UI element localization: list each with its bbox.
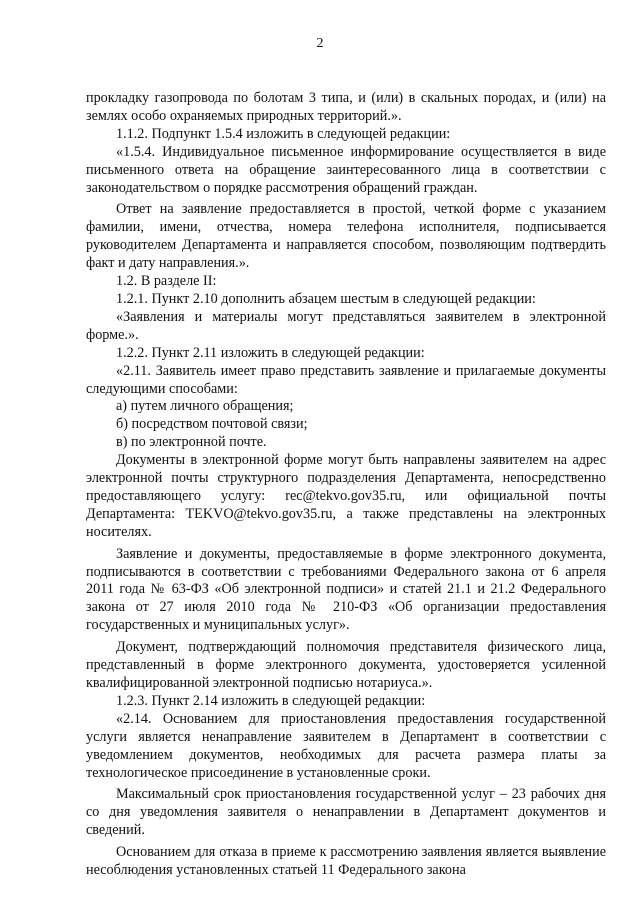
paragraph: «2.11. Заявитель имеет право представить заявление и прилагаемые документы следующими способами: xyxy=(86,362,606,397)
paragraph: прокладку газопровода по болотам 3 типа, и (или) в скальных породах, и (или) на землях особо охраняемых природных территорий.». xyxy=(86,90,606,124)
list-item: в) по электронной почте. xyxy=(116,434,267,451)
page-number: 2 xyxy=(316,36,324,51)
paragraph: Основанием для отказа в приеме к рассмотрению заявления является выявление несоблюдения установленных статьей 11 Федерального закона xyxy=(86,844,606,879)
paragraph: «1.5.4. Индивидуальное письменное информирование осуществляется в виде письменного ответа на обращение заинтересованного лица в соответствии с законодательством о порядке рассмотрения обращений граждан. xyxy=(86,143,606,196)
list-item: б) посредством почтовой связи; xyxy=(116,416,308,433)
paragraph: Ответ на заявление предоставляется в простой, четкой форме с указанием фамилии, имени, отчества, номера телефона исполнителя, подписывается руководителем Департамента и направляется способом, позволяющим подтвердить факт и дату направления.». xyxy=(86,201,606,272)
paragraph: «Заявления и материалы могут представляться заявителем в электронной форме.». xyxy=(86,308,606,343)
document-body xyxy=(86,90,606,880)
paragraph: Заявление и документы, предоставляемые в форме электронного документа, подписываются в соответствии с требованиями Федерального закона от 6 апреля 2011 года № 63-ФЗ «Об электронной подписи» и статей 21.1 и 21.2 Федерального закона от 27 июля 2010 года № 210-ФЗ «Об организации предоставления государственных и муниципальных услуг». xyxy=(86,545,606,634)
paragraph: 1.2.3. Пункт 2.14 изложить в следующей редакции: xyxy=(116,692,426,709)
paragraph: 1.2.1. Пункт 2.10 дополнить абзацем шестым в следующей редакции: xyxy=(116,290,536,307)
list-item: а) путем личного обращения; xyxy=(116,398,294,415)
paragraph: Документы в электронной форме могут быть направлены заявителем на адрес электронной почты структурного подразделения Департамента, непосредственно предоставляющего услугу: rec@tekvo.gov35.ru, или официальной почты Департамента: TEKVO@tekvo.gov35.ru, а также представлены на электронных носителях. xyxy=(86,452,606,540)
paragraph: Документ, подтверждающий полномочия представителя физического лица, представленный в форме электронного документа, удостоверяется усиленной квалифицированной электронной подписью нотариуса.». xyxy=(86,639,606,691)
paragraph: «2.14. Основанием для приостановления предоставления государственной услуги является ненаправление заявителем в Департамент в соответствии с уведомлением документов, необходимых для расчета размера платы за технологическое присоединение в установленные сроки. xyxy=(86,710,606,781)
paragraph: 1.1.2. Подпункт 1.5.4 изложить в следующей редакции: xyxy=(116,125,451,142)
paragraph: 1.2.2. Пункт 2.11 изложить в следующей редакции: xyxy=(116,344,425,361)
paragraph: 1.2. В разделе II: xyxy=(116,273,217,290)
paragraph: Максимальный срок приостановления государственной услуг – 23 рабочих дня со дня уведомления заявителя о ненаправлении в Департамент документов и сведений. xyxy=(86,786,606,839)
